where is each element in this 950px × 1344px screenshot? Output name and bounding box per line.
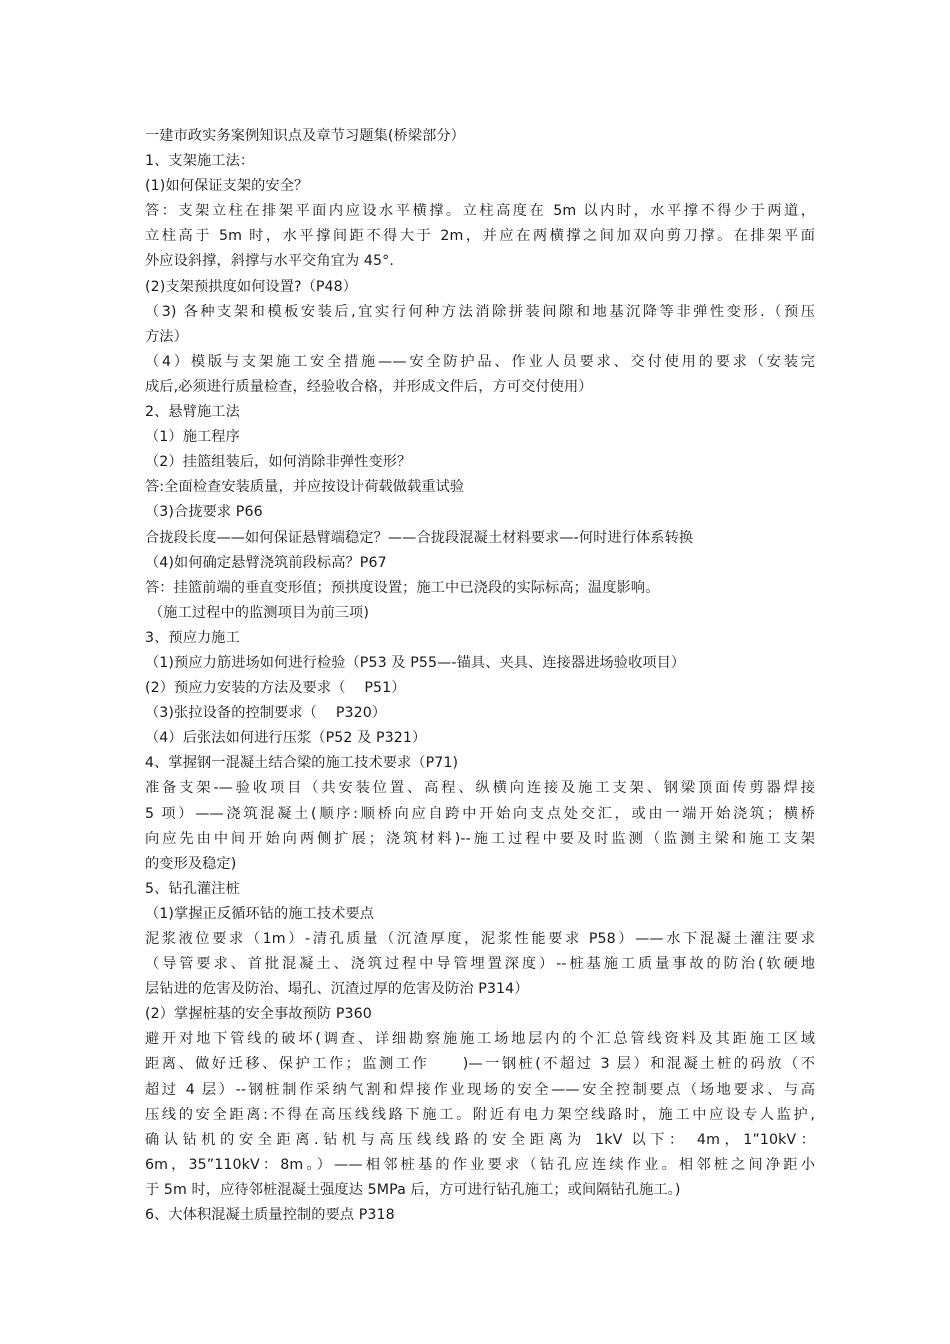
text-line: 合拢段长度——如何保证悬臂端稳定？——合拢段混凝土材料要求—-何时进行体系转换 <box>145 529 694 546</box>
text-line: 避开对地下管线的破坏(调查、详细勘察施施工场地层内的个汇总管线资料及其距施工区域 <box>145 1031 815 1048</box>
document-title: 一建市政实务案例知识点及章节习题集(桥梁部分） <box>145 128 465 144</box>
question-line: (2)支架预拱度如何设置?（P48） <box>145 278 358 295</box>
question-line: (1)如何保证支架的安全？ <box>145 178 309 195</box>
question-line: （4)如何确定悬臂浇筑前段标高？P67 <box>145 554 387 571</box>
answer-line: 立柱高于 5m 时，水平撑间距不得大于 2m，并应在两横撑之间加双向剪刀撑。在排架平面 <box>145 228 815 245</box>
document-body <box>145 124 815 1228</box>
question-line: （1)预应力筋进场如何进行检验（P53 及 P55—-锚具、夹具、连接器进场验收项目） <box>145 654 686 671</box>
text-line: 压线的安全距离:不得在高压线线路下施工。附近有电力架空线路时，施工中应设专人监护, <box>145 1106 815 1123</box>
question-line: (2）掌握桩基的安全事故预防 P360 <box>145 1006 372 1023</box>
note-line: （施工过程中的监测项目为前三项) <box>149 604 369 621</box>
section-heading-3: 3、预应力施工 <box>145 629 240 646</box>
section-heading-4: 4、掌握钢一混凝土结合梁的施工技术要求（P71) <box>145 755 459 772</box>
text-line: （导管要求、首批混凝土、浇筑过程中导管埋置深度）--桩基施工质量事故的防治(软硬地 <box>145 956 815 973</box>
question-line: （4）模版与支架施工安全措施——安全防护品、作业人员要求、交付使用的要求（安装完 <box>145 353 815 370</box>
text-line: 距离、做好迁移、保护工作；监测工作 )—一钢桩(不超过 3 层）和混凝土桩的码放（不 <box>145 1056 815 1073</box>
question-line: （3)合拢要求 P66 <box>145 504 263 521</box>
text-line: 6m，35”110kV：8m。）——相邻桩基的作业要求（钻孔应连续作业。相邻桩之间净距小 <box>145 1156 815 1173</box>
question-line: 成后,必须进行质量检查，经验收合格，并形成文件后，方可交付使用） <box>145 378 593 395</box>
answer-line: 答：支架立柱在排架平面内应设水平横撑。立柱高度在 5m 以内时，水平撑不得少于两道， <box>145 203 815 220</box>
answer-line: 答：挂篮前端的垂直变形值；预拱度设置；施工中已浇段的实际标高；温度影响。 <box>145 579 660 596</box>
text-line: 于 5m 时，应待邻桩混凝土强度达 5MPa 后，方可进行钻孔施工；或间隔钻孔施工。) <box>145 1181 681 1198</box>
text-line: 向应先由中间开始向两侧扩展；浇筑材料)--施工过程中要及时监测（监测主梁和施工支架 <box>145 830 815 847</box>
question-line: （1)掌握正反循环钻的施工技术要点 <box>145 905 375 922</box>
text-line: 层钻进的危害及防治、塌孔、沉渣过厚的危害及防治 P314） <box>145 981 529 998</box>
question-line: （3)张拉设备的控制要求（ P320） <box>145 705 387 722</box>
section-heading-6: 6、大体积混凝土质量控制的要点 P318 <box>145 1207 395 1224</box>
text-line: 确认钻机的安全距离.钻机与高压线线路的安全距离为 1kV 以下： 4m，1”10kV： <box>145 1131 815 1148</box>
text-line: 的变形及稳定) <box>145 855 237 872</box>
section-heading-1: 1、支架施工法： <box>145 153 255 170</box>
question-line: 方法） <box>145 328 188 345</box>
section-heading-5: 5、钻孔灌注桩 <box>145 880 240 897</box>
answer-line: 答:全面检查安装质量，并应按设计荷载做载重试验 <box>145 479 465 496</box>
text-line: 超过 4 层）--钢桩制作采纳气割和焊接作业现场的安全——安全控制要点（场地要求、与高 <box>145 1081 815 1098</box>
text-line: 泥浆液位要求（1m）-清孔质量（沉渣厚度，泥浆性能要求 P58）——水下混凝土灌注要求 <box>145 931 815 947</box>
answer-line: 外应设斜撑，斜撑与水平交角宜为 45°. <box>145 253 394 270</box>
question-line: (2）预应力安装的方法及要求（ P51） <box>145 680 406 697</box>
question-line: （2）挂篮组装后，如何消除非弹性变形？ <box>145 454 412 471</box>
question-line: （3) 各种支架和模板安装后,宜实行何种方法消除拼装间隙和地基沉降等非弹性变形.（预压 <box>145 303 815 320</box>
section-heading-2: 2、悬臂施工法 <box>145 404 240 421</box>
text-line: 5 项）——浇筑混凝土(顺序:顺桥向应自跨中开始向支点处交汇，或由一端开始浇筑；横桥 <box>145 805 815 822</box>
question-line: （4）后张法如何进行压浆（P52 及 P321） <box>145 730 427 747</box>
question-line: （1）施工程序 <box>145 429 240 446</box>
text-line: 准备支架-—验收项目（共安装位置、高程、纵横向连接及施工支架、钢梁顶面传剪器焊接 <box>145 780 815 797</box>
